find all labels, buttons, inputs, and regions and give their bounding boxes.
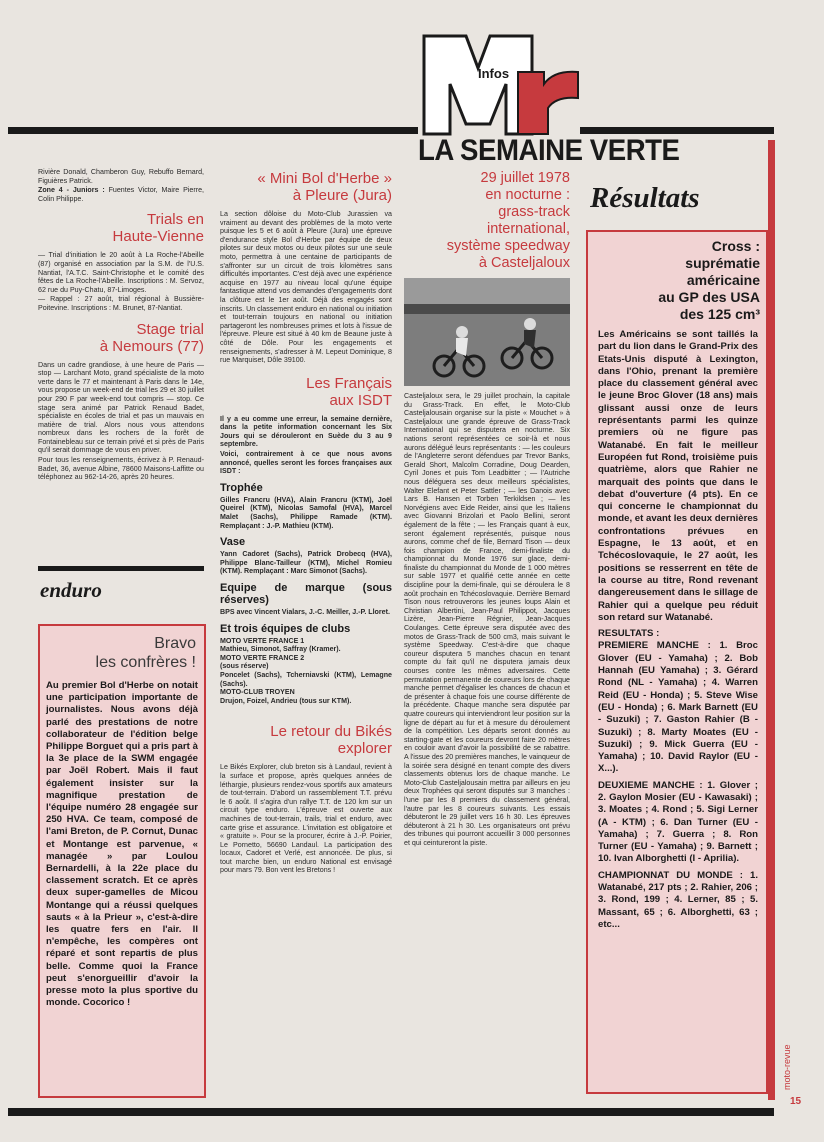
clubs-l4: (sous réserve) [220, 662, 269, 671]
trophee-text: Gilles Francru (HVA), Alain Francru (KTM), Joël Queirel (KTM), Nicolas Samofal (HVA), Marcel Malet (Sachs), Philippe Ramade (KTM). Remplaçant : J.-P. Mathieu (KTM). [220, 495, 392, 530]
clubs-l5: Poncelet (Sachs), Tcherniavski (KTM), Lemagne (Sachs). [220, 670, 392, 688]
stage-p1: Dans un cadre grandiose, à une heure de Paris — stop — Larchant Moto, grand spécialiste de la moto verte dans le 77 et maintenant à Paris dans le 14e, vous propose un week-end de trial les 29 et 30 juillet pour 290 F par week-end tout compris — stop. Ce stage sera animé par Patrick Renaud Badet, spécialiste en écoles de trial et pas un mauvais en matière de trial. Alors nous vous attendons nombreux dans les rochers de la forêt de Fontainebleau sur ce terrain privé et si près de Paris qu'il serait dommage de vous en priver. [38, 360, 204, 455]
grass-heading [404, 170, 570, 272]
trials-title-2: Haute-Vienne [112, 228, 204, 246]
trials-p2: — Rappel : 27 août, trial régional à Bussière-Poitevine. Inscriptions : M. Brunet, 87-Nantiat. [38, 295, 204, 312]
grass-title-1: 29 juillet 1978 [480, 170, 570, 186]
cross-heading [588, 238, 760, 323]
clubs-l6: MOTO-CLUB TROYEN [220, 688, 295, 697]
enduro-rule [38, 566, 204, 571]
stage-title-1: Stage trial [136, 320, 204, 338]
clubs-l2: Mathieu, Simonot, Saffray (Kramer). [220, 645, 341, 654]
zone4-label: Zone 4 - Juniors : [38, 186, 105, 195]
manche-2-text: 1. Glover ; 2. Gaylon Mosier (EU - Kawasaki) ; 3. Moates ; 4. Rond ; 5. Sigi Lerner (A - KTM) ; 6. Dan Turner (EU - Yamaha) ; 7. Guerra ; 8. Ron Turner (EU - Yamaha) ; 9. Barnett ; 10. Ivan Alborghetti (I - Aprilia). [598, 779, 758, 865]
isdt-intro2: Voici, contrairement à ce que nous avons annoncé, quelles seront les forces françaises aux ISDT : [220, 450, 392, 476]
footer-vertical-text: moto-revue [782, 1044, 792, 1090]
championnat [588, 866, 766, 931]
championnat-text: 1. Watanabé, 217 pts ; 2. Rahier, 206 ; 3. Rond, 199 ; 4. Lerner, 85 ; 5. Massant, 65 ; 6. Alborghetti, 63 ; etc... [598, 869, 758, 930]
zone-intro: Rivière Donald, Chamberon Guy, Rebuffo Bernard, Figuières Patrick. [38, 168, 204, 185]
isdt-title-1: Les Français [306, 374, 392, 392]
bravo-box [38, 624, 206, 1098]
mini-title-2: à Pleure (Jura) [292, 187, 392, 204]
bravo-title-1: Bravo [154, 635, 196, 652]
bravo-title-2: les confrères ! [95, 654, 196, 671]
enduro-label: enduro [40, 578, 102, 602]
grass-track-photo [404, 278, 570, 386]
zone4-text: Fuentes Victor, Maire Pierre, Colin Philippe. [38, 186, 204, 203]
championnat-label: CHAMPIONNAT DU MONDE : [598, 869, 743, 881]
cross-text: Les Américains se sont taillés la part du lion dans le Grand-Prix des Etats-Unis disputé à Lexington, dans l'Ohio, prenant la première place du classement général avec le jeune Broc Glover (18 ans) mais glissant aussi onze de leurs représentants parmi les quinze premiers où ne figure pas Watanabé. En fait le meilleur Européen fut Rond, troisième puis quatrième, alors que Rahier ne marquait des points que dans le debat d'ouverture (4 pts). En ce qui concerne le championnat du monde, et avant les deux dernières confrontations prévues en Espagne, le 13 août, et en Tchécoslovaquie, le 27 août, les positions se resserrent en tête de la course au titre, Rond revenant dangereusement dans le sillage de Rahier qui a quelque peu réduit son retard sur Watanabé. [598, 329, 758, 623]
mini-title-1: « Mini Bol d'Herbe » [257, 170, 392, 187]
zone4-line [38, 186, 204, 203]
section-title: LA SEMAINE VERTE [418, 134, 680, 167]
isdt-title-2: aux ISDT [329, 391, 392, 409]
trials-heading [38, 211, 204, 245]
cross-title-2: suprématie [685, 255, 760, 271]
grass-title-6: à Casteljaloux [478, 255, 570, 271]
equipe-text: BPS avec Vincent Vialars, J.-C. Meiller, J.-P. Lloret. [220, 608, 390, 616]
manche-1-label: PREMIERE MANCHE : [598, 640, 711, 652]
manche-1 [588, 640, 766, 775]
manche-2 [588, 776, 766, 866]
bikes-title-1: Le retour du Bikés [270, 723, 392, 741]
resultats-heading: Résultats [590, 182, 700, 214]
bikes-title-2: explorer [337, 740, 392, 758]
grass-title-4: international, [486, 221, 570, 237]
results-box [586, 230, 768, 1094]
clubs-l1: MOTO VERTE FRANCE 1 [220, 636, 305, 645]
bravo-text: Au premier Bol d'Herbe on notait une participation importante de journalistes. Nous avons déjà parlé des prestations de notre collaborateur de l'édition belge Philippe Borguet qui a pris part à la 3e place de la SWM engagée par Joël Robert. Mais il faut également insister sur la magnifique prestation de l'équipe numéro 28 engagée sur 250 HVA. Ce team, composé de l'ami Breton, de P. Cornut, Dunac et Montange est parvenue, « managée » par Loulou Bernardelli, à la 22e place du classement scratch. Et ce après deux super-gamelles de Micou Montange qui a réussi quelques sauts « à la Prieur », c'est-à-dire les quatre fers en l'air. Il n'empêche, les compères ont réparé et sont repartis de plus belle. Comme quoi la France peut s'enorgueillir d'avoir la presse moto la plus sportive du monde. Cocorico ! [46, 680, 198, 1009]
trials-p1: — Trial d'initiation le 20 août à La Roche-l'Abeille (87) organisé en association par la S.M. de l'U.S. Nantiat, l'A.T.C. Saint-Christophe et le comité des fêtes de La Roche-l'Abeille. Inscriptions : M. Servoz, 62 rue du Puy-Chatu, 87-Limoges. [38, 251, 204, 294]
grass-title-5: système speedway [446, 238, 570, 254]
isdt-heading [220, 375, 392, 409]
clubs-l7: Drujon, Foizel, Andrieu (tous sur KTM). [220, 696, 352, 705]
bikes-heading [220, 723, 392, 757]
results-label: RESULTATS : [598, 628, 660, 640]
cross-title-3: américaine [686, 272, 760, 288]
vase-text: Yann Cadoret (Sachs), Patrick Drobecq (HVA), Philippe Blanc-Tailleur (KTM), Michel Romieu (KTM). Remplaçant : Marc Simonot (Sachs). [220, 550, 392, 576]
manche-2-label: DEUXIEME MANCHE : [598, 779, 703, 791]
top-black-rule-right [580, 127, 774, 134]
stage-p2: Pour tous les renseignements, écrivez à P. Renaud-Badet, 36, avenue Albine, 78600 Maisons-Laffitte ou téléphonez au 962-14-26, après 20 heures. [38, 456, 204, 482]
clubs-heading: Et trois équipes de clubs [220, 622, 351, 635]
grass-text: Casteljaloux sera, le 29 juillet prochain, la capitale du Grass-Track. En effet, le Moto-Club Casteljalousain organise sur la piste « Mouchet » à Casteljaloux une grande épreuve de Grass-Track International qui se disputera en nocturne. Six nations seront représentées ce soir-là et nous aurons délégué leurs représentants : — les couleurs de l'Angleterre seront défendues par Trevor Banks, Gerald Short, Malcolm Corradine, Doug Dearden, Cyril Jones et puis Tom Leadbitter ; — l'Autriche nous déléguera ses deux meilleurs spécialistes, Walter Elefant et Peter Sattler ; — les Danois avec Lars B. Hansen et Torben Terkildsen ; — les Norvégiens avec Eide Reider, ainsi que les Italiens avec Giovanni Brizolari et Paolo Bellini, seront également de la fête ; — les Français quant à eux, seront également représentés, puisque nous aurons, comme chef de file, Bernard Tison — deux fois champion de France, demi-finaliste du championnat du Monde 1976 sur glace, demi-finaliste du championnat du Monde de 1 000 mètres sur sable 1977 et qualifié cette année en cette discipline pour la demi-finale, qui se déroulera le 8 août prochain en Tchécoslovaquie. Derrière Bernard Tison nous retrouverons les jeunes loups Alain et Christian Albertini, Jean-Paul Philippot, Jacques Lizère, Jean-Pierre Régnier, Jean-Jacques Coulanges. Cette épreuve sera disputée avec des motos de Grass-Track de 500 cm3, mais suivant le système Speedway. C'est-à-dire que chaque coureur disputera 5 manches chacun en tenant compte du fait qu'il ne disputera jamais deux courses contre les mêmes adversaires. Cette permutation permanente de coureurs lors de chaque manche permet d'égaliser les chances de chacun et de présenter à chaque fois une course différente de la précédente. Chaque manche sera disputée par quatre coureurs qui interviendront leur position sur la ligne de départ au fur et à mesure du déroulement de la compétition. Les départs seront donnés au starting-gate et les coureurs devront faire 20 mètres en couloir avant d'avoir la possibilité de se rabattre. A l'issue des 20 premières manches, le vainqueur de la soirée sera désigné en tenant compte des divers classements obtenus lors de chaque manche. Le Moto-Club Casteljalousain mettra par ailleurs en jeu deux Trophées qui seront disputés sur 3 manches : l'une par les 8 premiers du classement général, l'autre par les 8 coureurs suivants. Les essais débuteront le 29 juillet vers 16 h 30. Les épreuves débuteront à 21 h 30. Les organisateurs ont prévu des tribunes qui pourront accueillir 3 000 personnes et qui ceintureront la piste. [404, 392, 570, 847]
column-2 [220, 168, 392, 1098]
trials-title-1: Trials en [147, 211, 204, 229]
top-black-rule [8, 127, 418, 134]
trophee-heading: Trophée [220, 481, 263, 494]
page-number: 15 [790, 1096, 802, 1107]
bikes-text: Le Bikés Explorer, club breton sis à Landaul, revient à la surface et propose, après quelques années de léthargie, plusieurs rendez-vous sportifs aux amateurs de tout-terrain. D'abord un rassemblement T.T. prévu le 6 août. Il s'agira d'un rallye T.T. de 120 km sur un circuit type enduro. L'épreuve est ouverte aux machines de tout-terrain, trails, trial et enduro, avec carte grise et assurance. L'invitation est obligatoire et « gratuite ». Pour se la procurer, écrire à J.-P. Poirier, Le Pornetto, 56690 Landaul. La participation des locaux, Cadoret et Verlé, est annoncée. De plus, si tout marche bien, un enduro National est envisagé pour mars 79. Bon vent les Bretons ! [220, 763, 392, 875]
grass-title-3: grass-track [498, 204, 570, 220]
vase-heading: Vase [220, 536, 246, 549]
column-3 [404, 168, 570, 1098]
photo-graphic [404, 278, 570, 386]
stage-heading [38, 321, 204, 355]
cross-title-5: des 125 cm³ [679, 306, 760, 322]
bravo-heading [40, 634, 196, 672]
bottom-black-rule [8, 1108, 774, 1116]
clubs-l3: MOTO VERTE FRANCE 2 [220, 653, 305, 662]
cross-title-4: au GP des USA [658, 289, 760, 305]
isdt-intro: Il y a eu comme une erreur, la semaine dernière, dans la petite information concernant les Six Jours qui se dérouleront en Suède du 3 au 9 septembre. [220, 414, 392, 449]
mr-logo-graphic [420, 28, 585, 140]
mini-heading [220, 170, 392, 204]
stage-title-2: à Nemours (77) [99, 337, 204, 355]
column-1 [38, 168, 204, 568]
mr-logo [420, 28, 585, 140]
logo-infos: Infos [478, 66, 510, 81]
grass-title-2: en nocturne : [485, 187, 570, 203]
mini-text: La section dôloise du Moto-Club Jurassien va vraiment au devant des problèmes de la moto verte puisque les 5 et 6 août à Pleure (Jura) une épreuve d'endurance style Bol d'Herbe par équipe de deux pilotes sur deux motos ou deux pilotes sur une seule moto, permettra à une centaine de participants de s'affronter sur un circuit de trois kilomètres sans difficultés importantes. C'est déjà avec une expérience acquise en 1977 au niveau local qu'une équipe fantastique attend vos demandes d'engagements dont la clôture est le 1er août. Déjà des engagés sont inscrits. Un classement enduro en national ou initiation et tout-terrain toujours en national ou initiation partageront les nombreuses primes et lots à l'issue de l'épreuve. Pleure est situé à 40 km de Beaune juste à côté de Dôle. Pour les engagements et renseignements, s'adresser à M. Lepeut Dominique, 8 rue Marquiset, Dôle 39100. [220, 210, 392, 365]
cross-title-1: Cross : [711, 238, 760, 254]
manche-1-text: 1. Broc Glover (EU - Yamaha) ; 2. Bob Hannah (EU Yamaha) ; 3. Gérard Rond (NL - Yamaha) ; 4. Warren Reid (EU - Honda) ; 5. Steve Wise (EU - Honda) ; 6. Mark Barnett (EU - Suzuki) ; 7. Gaston Rahier (B - Suzuki) ; 8. Marty Moates (EU - Suzuki) ; 9. Mick Guerra (EU - Yamaha) ; 10. David Raylor (EU - X...). [598, 640, 758, 775]
equipe-heading: Equipe de marque (sous réserves) [220, 582, 392, 606]
right-red-border [768, 140, 775, 1100]
